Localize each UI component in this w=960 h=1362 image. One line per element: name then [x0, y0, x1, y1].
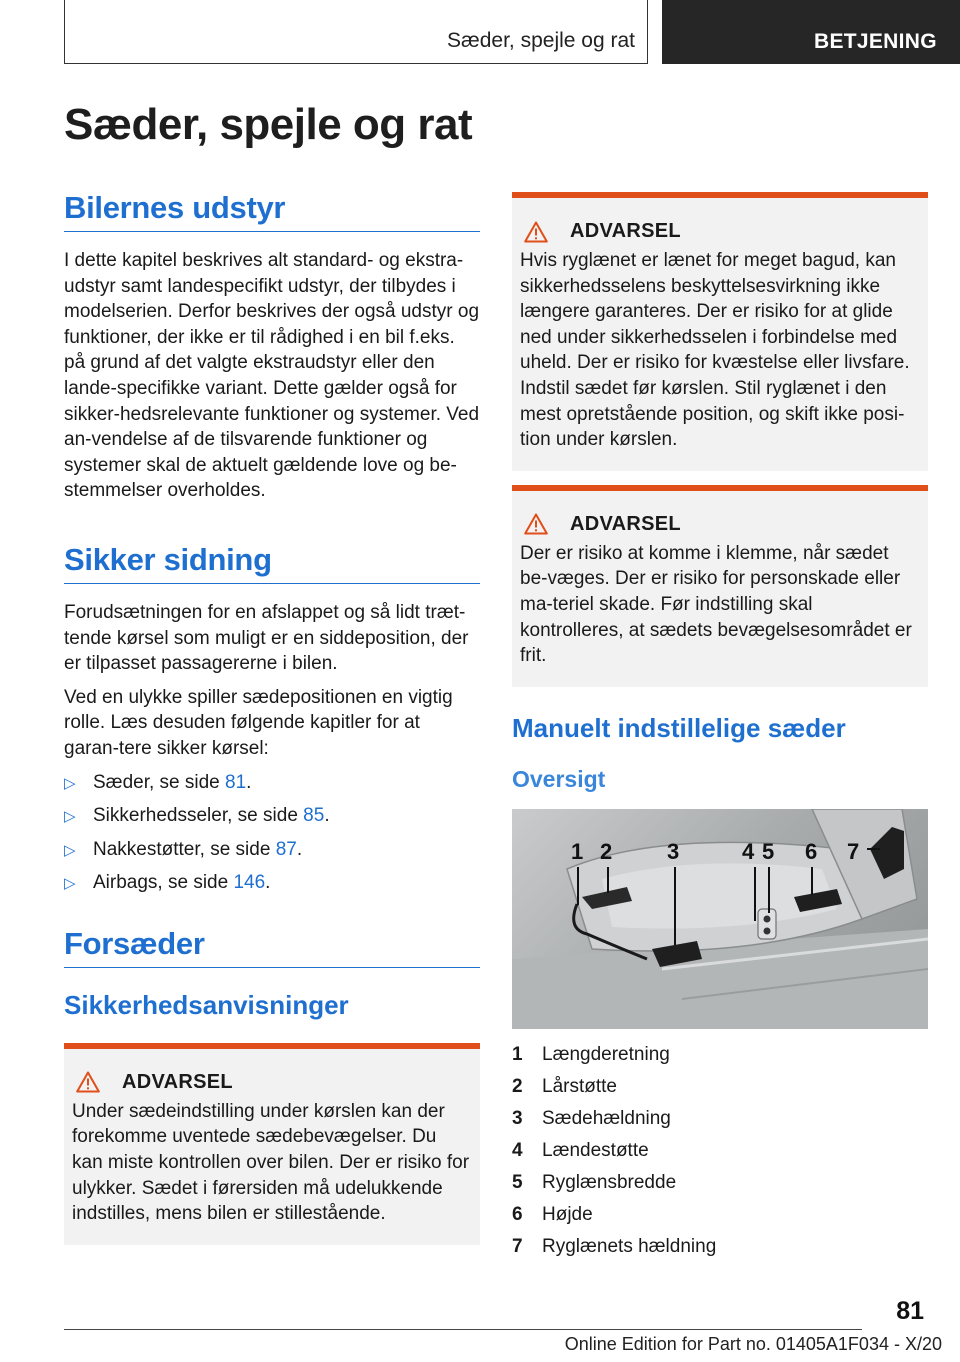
image-label: 1 [571, 838, 584, 864]
legend-item: 2 Lårstøtte [512, 1075, 617, 1097]
running-header [64, 0, 648, 64]
image-label: 6 [805, 838, 818, 864]
seat-illustration [512, 809, 928, 1029]
section-heading-equipment: Bilernes udstyr [64, 190, 480, 232]
image-label: 3 [667, 838, 680, 864]
triangle-bullet-icon: ▷ [64, 875, 76, 893]
subheading-manual-seats: Manuelt indstillelige sæder [512, 712, 846, 743]
legend-item: 4 Lændestøtte [512, 1139, 649, 1161]
warning-label: ADVARSEL [570, 220, 681, 242]
legend-item: 3 Sædehældning [512, 1107, 671, 1129]
page-number: 81 [896, 1297, 924, 1325]
page-link[interactable]: 81 [225, 771, 247, 793]
left-column [64, 190, 480, 1245]
section-heading-safe-seating: Sikker sidning [64, 542, 480, 584]
reference-item: ▷ Sæder, se side 81. [64, 770, 480, 796]
warning-box [64, 1043, 480, 1245]
safe-seating-paragraph-2: Ved en ulykke spiller sædepositionen en vigtig rolle. Læs desuden følgende kapitler for at garan-tere sikker kørsel: [64, 686, 453, 759]
subheading-overview: Oversigt [512, 765, 606, 792]
warning-header [72, 1071, 472, 1094]
equipment-paragraph: I dette kapitel beskrives alt standard- og ekstra-udstyr samt landespecifikt udstyr, der tilbydes i modelserien. Derfor beskrives der også udstyr og funktioner, der ikke er til rådighed i en bil f.eks. på grund af det valgte ekstraudstyr eller den lande-specifikke variant. Dette gælder også for sikker-hedsrelevante funktioner og systemer. Ved an-vendelse af de tilsvarende funktioner og systemer skal de aktuelt gældende love og be-stemmelser overholdes. [64, 250, 480, 502]
warning-triangle-icon [524, 513, 548, 535]
triangle-bullet-icon: ▷ [64, 808, 76, 826]
warning-box [512, 485, 928, 687]
reference-list [64, 770, 480, 896]
legend-item: 7 Ryglænets hældning [512, 1235, 717, 1257]
legend-item: 5 Ryglænsbredde [512, 1171, 677, 1193]
section-heading-front-seats: Forsæder [64, 926, 480, 968]
warning-text: Under sædeindstilling under kørslen kan der forekomme uventede sædebevægelser. Du kan miste kontrollen over bilen. Der er risiko for ulykker. Sædet i førersiden må udelukkende indstilles, mens bilen er stillestående. [72, 1100, 470, 1225]
warning-box [512, 192, 928, 471]
reference-item: ▷ Sikkerhedsseler, se side 85. [64, 803, 480, 829]
warning-header [520, 513, 920, 536]
legend-list [512, 1039, 928, 1263]
running-title: Sæder, spejle og rat [447, 29, 635, 52]
edition-text: Online Edition for Part no. 01405A1F034 - X/20 [564, 1334, 942, 1354]
legend-item: 1 Længderetning [512, 1043, 670, 1065]
footer-rule [64, 1329, 862, 1330]
seat-controls-image [512, 809, 928, 1029]
legend-item: 6 Højde [512, 1203, 593, 1225]
warning-triangle-icon [524, 221, 548, 243]
page-title: Sæder, spejle og rat [64, 100, 473, 149]
right-column [512, 192, 928, 1263]
image-label: 7 [847, 838, 860, 864]
reference-item: ▷ Nakkestøtter, se side 87. [64, 837, 480, 863]
warning-text: Der er risiko at komme i klemme, når sædet be-væges. Der er risiko for personskade eller ma-teriel skade. Før indstilling skal kontrolleres, at sædets bevægelsesområdet er frit. [520, 542, 912, 667]
page-link[interactable]: 146 [233, 872, 266, 894]
page-link[interactable]: 85 [303, 805, 325, 827]
image-label: 4 [742, 838, 755, 864]
warning-text: Hvis ryglænet er lænet for meget bagud, kan sikkerhedsselens beskyttelsesvirkning ikke længere garanteres. Der er risiko for at glide ned under sikkerhedsselen i forbindelse med uheld. Der er risiko for kvæstelse eller livsfare. Indstil sædet før kørslen. Stil ryglænet i den mest opretstående position, og skift ikke posi-tion under kørslen. [520, 250, 910, 451]
reference-item: ▷ Airbags, se side 146. [64, 870, 480, 896]
warning-label: ADVARSEL [122, 1070, 233, 1093]
section-tab [662, 0, 960, 64]
subheading-safety-notes: Sikkerhedsanvisninger [64, 989, 349, 1020]
triangle-bullet-icon: ▷ [64, 841, 76, 859]
image-label: 2 [600, 838, 613, 864]
image-label: 5 [762, 838, 775, 864]
warning-header [520, 220, 920, 243]
warning-triangle-icon [76, 1071, 100, 1093]
warning-label: ADVARSEL [570, 512, 681, 535]
safe-seating-paragraph-1: Forudsætningen for en afslappet og så lidt træt-tende kørsel som muligt er en siddeposition, der er tilpasset passagererne i bilen. [64, 601, 469, 675]
triangle-bullet-icon: ▷ [64, 774, 76, 792]
section-tab-label: BETJENING [814, 30, 937, 53]
page-link[interactable]: 87 [275, 838, 297, 860]
